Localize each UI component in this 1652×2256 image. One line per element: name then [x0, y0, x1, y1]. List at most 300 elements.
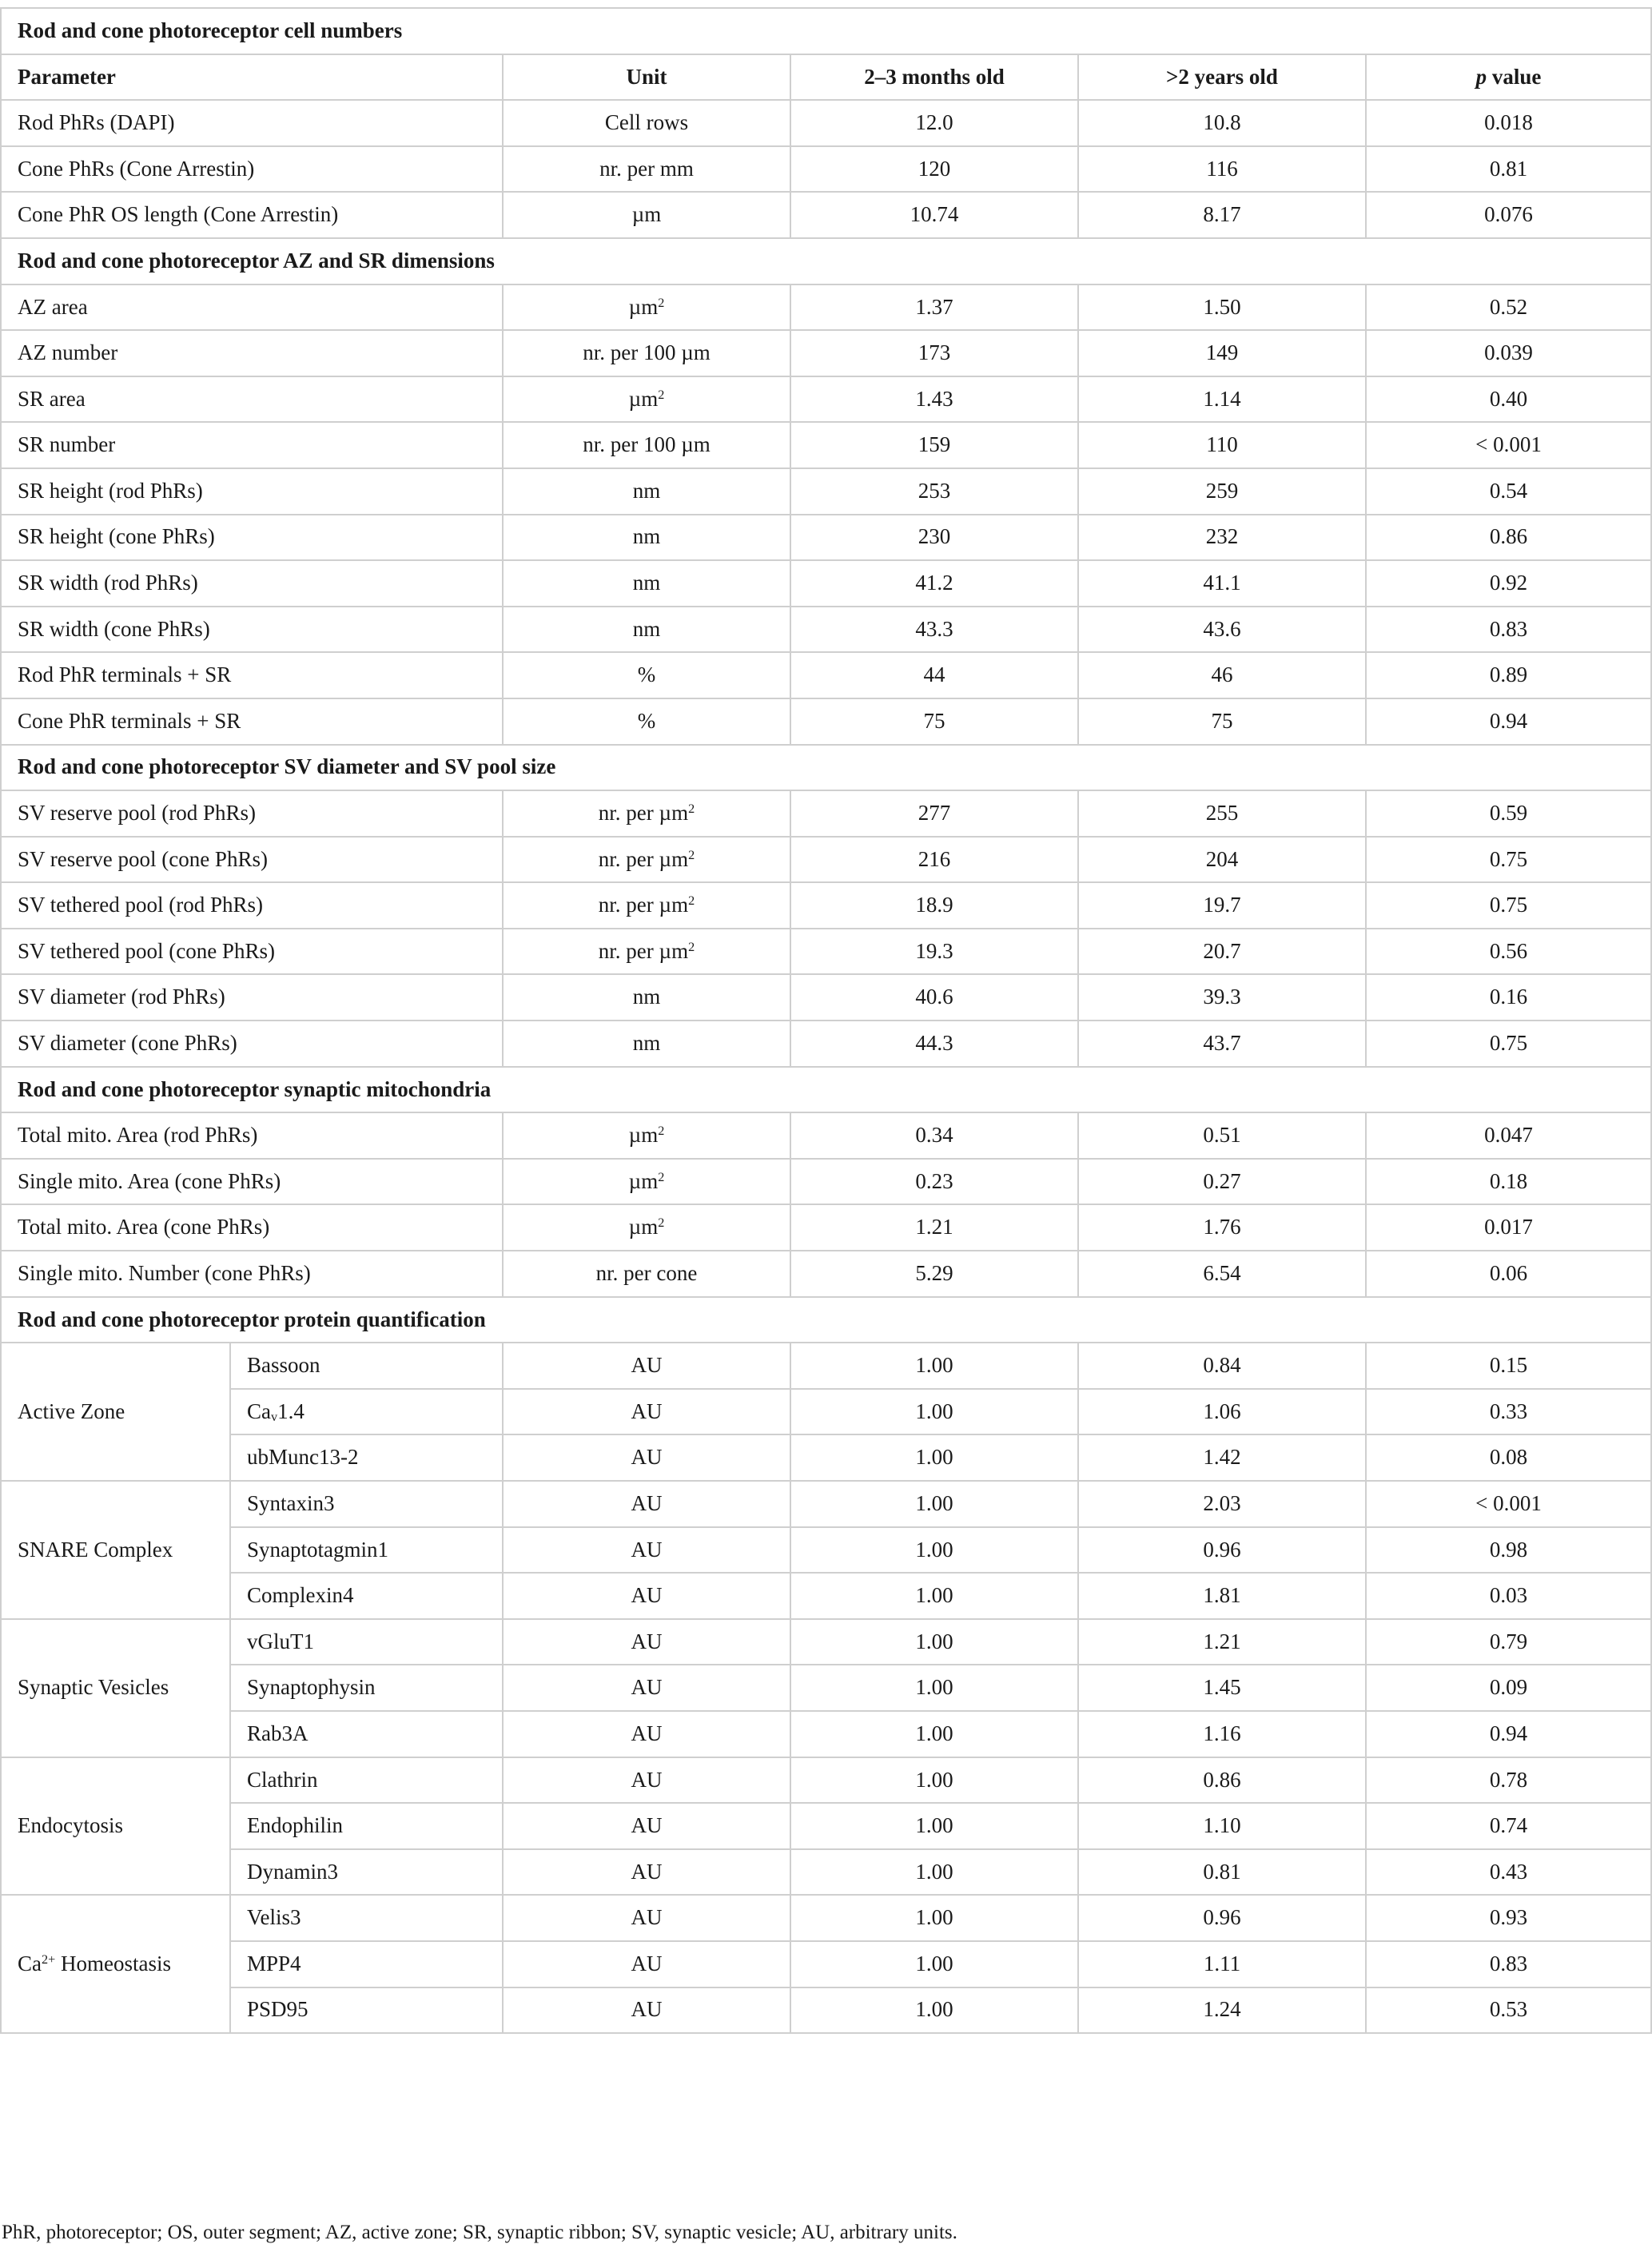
- group-label-cell: [1, 1619, 230, 1757]
- old-value-cell: 1.24: [1078, 1987, 1366, 2034]
- unit-text: nr. per µm: [598, 938, 689, 963]
- young-value-cell: 1.00: [790, 1757, 1078, 1804]
- unit-cell: [503, 1159, 790, 1205]
- unit-cell: AU: [503, 1987, 790, 2034]
- table-row: [1, 1481, 1651, 1527]
- p-value-cell: 0.047: [1366, 1112, 1651, 1159]
- p-value-cell: 0.59: [1366, 790, 1651, 837]
- young-value-cell: 1.00: [790, 1343, 1078, 1389]
- p-value-cell: 0.53: [1366, 1987, 1651, 2034]
- p-value-cell: 0.54: [1366, 468, 1651, 515]
- unit-cell: AU: [503, 1343, 790, 1389]
- protein-cell: [230, 1573, 503, 1619]
- young-value-cell: 230: [790, 515, 1078, 561]
- young-value-cell: 0.23: [790, 1159, 1078, 1205]
- young-value-cell: 19.3: [790, 929, 1078, 975]
- young-value-cell: 1.43: [790, 376, 1078, 423]
- unit-cell: AU: [503, 1895, 790, 1941]
- p-italic: p: [1475, 64, 1487, 89]
- unit-cell: AU: [503, 1803, 790, 1849]
- old-value-cell: 0.86: [1078, 1757, 1366, 1804]
- young-value-cell: 43.3: [790, 607, 1078, 653]
- old-value-cell: 43.7: [1078, 1021, 1366, 1067]
- group-name: SNARE Complex: [18, 1537, 173, 1562]
- table-row: [1, 192, 1651, 238]
- protein-name: Syntaxin3: [247, 1490, 335, 1515]
- col-header-unit: Unit: [503, 54, 790, 101]
- old-value-cell: 149: [1078, 330, 1366, 376]
- unit-cell: AU: [503, 1481, 790, 1527]
- unit-cell: AU: [503, 1619, 790, 1665]
- table-row: [1, 1803, 1651, 1849]
- old-value-cell: 41.1: [1078, 560, 1366, 607]
- unit-cell: AU: [503, 1389, 790, 1435]
- p-value-cell: 0.15: [1366, 1343, 1651, 1389]
- unit-cell: [503, 1251, 790, 1297]
- p-value-cell: 0.16: [1366, 974, 1651, 1021]
- group-name: Synaptic Vesicles: [18, 1675, 169, 1700]
- table-row: [1, 1941, 1651, 1987]
- p-value-cell: 0.74: [1366, 1803, 1651, 1849]
- protein-name: Clathrin: [247, 1767, 318, 1792]
- young-value-cell: 159: [790, 422, 1078, 468]
- section-header-row: [1, 8, 1651, 54]
- young-value-cell: 18.9: [790, 882, 1078, 929]
- young-value-cell: 1.00: [790, 1987, 1078, 2034]
- table-row: [1, 1573, 1651, 1619]
- table-row: [1, 1757, 1651, 1804]
- unit-cell: [503, 515, 790, 561]
- unit-superscript: 2: [688, 939, 695, 954]
- unit-text: nm: [632, 1031, 661, 1056]
- p-value-cell: 0.78: [1366, 1757, 1651, 1804]
- group-name-rest: Homeostasis: [55, 1951, 171, 1975]
- p-value-cell: 0.75: [1366, 1021, 1651, 1067]
- old-value-cell: 1.42: [1078, 1434, 1366, 1481]
- table-row: [1, 1434, 1651, 1481]
- table-row: [1, 974, 1651, 1021]
- unit-cell: [503, 974, 790, 1021]
- young-value-cell: 1.00: [790, 1665, 1078, 1711]
- young-value-cell: 40.6: [790, 974, 1078, 1021]
- table-row: [1, 698, 1651, 745]
- unit-text: %: [637, 662, 656, 687]
- protein-cell: [230, 1941, 503, 1987]
- unit-superscript: 2: [658, 1216, 665, 1231]
- p-value-cell: 0.06: [1366, 1251, 1651, 1297]
- old-value-cell: 255: [1078, 790, 1366, 837]
- table-row: [1, 1527, 1651, 1574]
- p-value-cell: 0.94: [1366, 1711, 1651, 1757]
- table-row: [1, 560, 1651, 607]
- protein-cell: [230, 1389, 503, 1435]
- unit-cell: AU: [503, 1849, 790, 1896]
- parameter-cell: Cone PhR OS length (Cone Arrestin): [1, 192, 503, 238]
- table-row: [1, 146, 1651, 193]
- old-value-cell: 0.27: [1078, 1159, 1366, 1205]
- p-value-cell: < 0.001: [1366, 422, 1651, 468]
- unit-text: nr. per 100 µm: [583, 432, 711, 457]
- old-value-cell: 1.81: [1078, 1573, 1366, 1619]
- column-header-row: [1, 54, 1651, 101]
- unit-text: µm: [628, 294, 659, 319]
- unit-superscript: 2: [658, 295, 665, 310]
- protein-name: Ca: [247, 1399, 271, 1423]
- unit-text: nm: [632, 478, 661, 503]
- unit-cell: [503, 468, 790, 515]
- p-value-cell: 0.017: [1366, 1204, 1651, 1251]
- table-row: [1, 1112, 1651, 1159]
- group-label-cell: [1, 1343, 230, 1481]
- protein-cell: [230, 1803, 503, 1849]
- p-value-cell: 0.81: [1366, 146, 1651, 193]
- young-value-cell: 1.00: [790, 1434, 1078, 1481]
- young-value-cell: 5.29: [790, 1251, 1078, 1297]
- unit-cell: AU: [503, 1757, 790, 1804]
- p-value-cell: 0.94: [1366, 698, 1651, 745]
- young-value-cell: 1.00: [790, 1481, 1078, 1527]
- unit-cell: AU: [503, 1434, 790, 1481]
- protein-cell: [230, 1665, 503, 1711]
- unit-cell: [503, 1021, 790, 1067]
- old-value-cell: 1.45: [1078, 1665, 1366, 1711]
- protein-cell: [230, 1434, 503, 1481]
- col-header-p-value: [1366, 54, 1651, 101]
- protein-name: ubMunc13-2: [247, 1445, 359, 1470]
- parameter-cell: Total mito. Area (rod PhRs): [1, 1112, 503, 1159]
- protein-subscript: v: [271, 1410, 278, 1424]
- old-value-cell: 2.03: [1078, 1481, 1366, 1527]
- unit-text: nr. per mm: [599, 156, 694, 181]
- table-body: [1, 8, 1651, 2033]
- old-value-cell: 0.84: [1078, 1343, 1366, 1389]
- unit-text: nr. per µm: [598, 893, 689, 917]
- table-row: [1, 790, 1651, 837]
- parameter-cell: Single mito. Area (cone PhRs): [1, 1159, 503, 1205]
- old-value-cell: 43.6: [1078, 607, 1366, 653]
- old-value-cell: 46: [1078, 652, 1366, 698]
- unit-cell: [503, 837, 790, 883]
- table-row: [1, 1204, 1651, 1251]
- old-value-cell: 116: [1078, 146, 1366, 193]
- table-row: [1, 652, 1651, 698]
- p-value-cell: < 0.001: [1366, 1481, 1651, 1527]
- unit-cell: [503, 1112, 790, 1159]
- protein-cell: [230, 1757, 503, 1804]
- young-value-cell: 1.00: [790, 1711, 1078, 1757]
- group-name-superscript: 2+: [42, 1952, 56, 1967]
- young-value-cell: 253: [790, 468, 1078, 515]
- young-value-cell: 277: [790, 790, 1078, 837]
- table-row: [1, 330, 1651, 376]
- old-value-cell: 259: [1078, 468, 1366, 515]
- table-row: [1, 1987, 1651, 2034]
- unit-cell: AU: [503, 1711, 790, 1757]
- unit-text: µm: [628, 1123, 659, 1148]
- p-value-cell: 0.03: [1366, 1573, 1651, 1619]
- young-value-cell: 44: [790, 652, 1078, 698]
- protein-name: Synaptotagmin1: [247, 1537, 388, 1562]
- table-footnote: PhR, photoreceptor; OS, outer segment; AZ, active zone; SR, synaptic ribbon; SV, synaptic vesicle; AU, arbitrary units.: [2, 2222, 957, 2243]
- unit-text: nm: [632, 571, 661, 595]
- unit-text: µm: [631, 202, 662, 227]
- section-header-row: [1, 1297, 1651, 1343]
- parameter-cell: SV diameter (cone PhRs): [1, 1021, 503, 1067]
- protein-name: Rab3A: [247, 1721, 309, 1745]
- p-value-cell: 0.83: [1366, 1941, 1651, 1987]
- table-row: [1, 837, 1651, 883]
- group-name: Endocytosis: [18, 1813, 123, 1838]
- p-value-cell: 0.039: [1366, 330, 1651, 376]
- protein-cell: [230, 1895, 503, 1941]
- unit-cell: [503, 652, 790, 698]
- unit-cell: [503, 882, 790, 929]
- protein-name-rest: 1.4: [277, 1399, 305, 1423]
- young-value-cell: 1.00: [790, 1941, 1078, 1987]
- unit-text: nm: [632, 616, 661, 641]
- old-value-cell: 0.96: [1078, 1895, 1366, 1941]
- table-row: [1, 1021, 1651, 1067]
- young-value-cell: 41.2: [790, 560, 1078, 607]
- protein-name: Synaptophysin: [247, 1675, 376, 1700]
- table-row: [1, 882, 1651, 929]
- p-value-cell: 0.018: [1366, 100, 1651, 146]
- unit-cell: [503, 698, 790, 745]
- table-row: [1, 100, 1651, 146]
- young-value-cell: 1.00: [790, 1573, 1078, 1619]
- parameter-cell: Cone PhR terminals + SR: [1, 698, 503, 745]
- p-value-cell: 0.56: [1366, 929, 1651, 975]
- unit-text: µm: [628, 1168, 659, 1193]
- old-value-cell: 0.81: [1078, 1849, 1366, 1896]
- col-header-parameter: Parameter: [1, 54, 503, 101]
- table-row: [1, 1849, 1651, 1896]
- unit-text: µm: [628, 1215, 659, 1239]
- parameter-cell: SV tethered pool (cone PhRs): [1, 929, 503, 975]
- section-title: Rod and cone photoreceptor AZ and SR dimensions: [1, 238, 1651, 284]
- unit-text: nm: [632, 524, 661, 549]
- p-value-cell: 0.79: [1366, 1619, 1651, 1665]
- table-row: [1, 1619, 1651, 1665]
- table-row: [1, 468, 1651, 515]
- protein-name: Dynamin3: [247, 1859, 338, 1884]
- young-value-cell: 120: [790, 146, 1078, 193]
- old-value-cell: 10.8: [1078, 100, 1366, 146]
- p-value-cell: 0.52: [1366, 284, 1651, 331]
- unit-superscript: 2: [688, 802, 695, 817]
- parameter-cell: SV tethered pool (rod PhRs): [1, 882, 503, 929]
- young-value-cell: 1.00: [790, 1849, 1078, 1896]
- parameter-cell: Rod PhRs (DAPI): [1, 100, 503, 146]
- parameter-cell: SR height (cone PhRs): [1, 515, 503, 561]
- p-value-cell: 0.09: [1366, 1665, 1651, 1711]
- table-row: [1, 422, 1651, 468]
- table-row: [1, 284, 1651, 331]
- table-row: [1, 1159, 1651, 1205]
- parameter-cell: AZ number: [1, 330, 503, 376]
- young-value-cell: 75: [790, 698, 1078, 745]
- group-name: Active Zone: [18, 1399, 125, 1423]
- unit-cell: AU: [503, 1527, 790, 1574]
- young-value-cell: 1.21: [790, 1204, 1078, 1251]
- young-value-cell: 1.00: [790, 1619, 1078, 1665]
- group-label-cell: [1, 1895, 230, 2033]
- protein-name: vGluT1: [247, 1629, 314, 1653]
- parameter-cell: Cone PhRs (Cone Arrestin): [1, 146, 503, 193]
- table-row: [1, 515, 1651, 561]
- old-value-cell: 1.21: [1078, 1619, 1366, 1665]
- section-title: Rod and cone photoreceptor protein quantification: [1, 1297, 1651, 1343]
- unit-cell: [503, 1204, 790, 1251]
- parameter-cell: AZ area: [1, 284, 503, 331]
- p-value-cell: 0.98: [1366, 1527, 1651, 1574]
- old-value-cell: 75: [1078, 698, 1366, 745]
- unit-text: µm: [628, 386, 659, 411]
- p-value-cell: 0.86: [1366, 515, 1651, 561]
- section-header-row: [1, 1067, 1651, 1113]
- section-title: Rod and cone photoreceptor cell numbers: [1, 8, 1651, 54]
- group-name: Ca: [18, 1951, 42, 1975]
- old-value-cell: 0.51: [1078, 1112, 1366, 1159]
- unit-cell: AU: [503, 1573, 790, 1619]
- old-value-cell: 1.16: [1078, 1711, 1366, 1757]
- table-row: [1, 1251, 1651, 1297]
- parameter-cell: SR width (cone PhRs): [1, 607, 503, 653]
- old-value-cell: 20.7: [1078, 929, 1366, 975]
- unit-text: %: [637, 708, 656, 733]
- old-value-cell: 6.54: [1078, 1251, 1366, 1297]
- p-value-cell: 0.92: [1366, 560, 1651, 607]
- young-value-cell: 44.3: [790, 1021, 1078, 1067]
- section-title: Rod and cone photoreceptor synaptic mitochondria: [1, 1067, 1651, 1113]
- old-value-cell: 1.06: [1078, 1389, 1366, 1435]
- parameter-cell: Single mito. Number (cone PhRs): [1, 1251, 503, 1297]
- young-value-cell: 12.0: [790, 100, 1078, 146]
- unit-cell: [503, 929, 790, 975]
- unit-cell: AU: [503, 1665, 790, 1711]
- parameter-cell: SR width (rod PhRs): [1, 560, 503, 607]
- col-header-young: 2–3 months old: [790, 54, 1078, 101]
- unit-superscript: 2: [688, 847, 695, 862]
- col-header-old: >2 years old: [1078, 54, 1366, 101]
- old-value-cell: 19.7: [1078, 882, 1366, 929]
- protein-name: MPP4: [247, 1951, 301, 1975]
- young-value-cell: 1.00: [790, 1527, 1078, 1574]
- p-value-cell: 0.83: [1366, 607, 1651, 653]
- unit-text: nr. per µm: [598, 846, 689, 871]
- parameter-cell: Total mito. Area (cone PhRs): [1, 1204, 503, 1251]
- parameter-cell: SV diameter (rod PhRs): [1, 974, 503, 1021]
- unit-cell: [503, 790, 790, 837]
- protein-cell: [230, 1343, 503, 1389]
- young-value-cell: 216: [790, 837, 1078, 883]
- parameter-cell: SR height (rod PhRs): [1, 468, 503, 515]
- old-value-cell: 232: [1078, 515, 1366, 561]
- old-value-cell: 204: [1078, 837, 1366, 883]
- p-value-cell: 0.43: [1366, 1849, 1651, 1896]
- unit-text: Cell rows: [604, 110, 689, 135]
- section-title: Rod and cone photoreceptor SV diameter and SV pool size: [1, 745, 1651, 791]
- young-value-cell: 1.37: [790, 284, 1078, 331]
- old-value-cell: 1.11: [1078, 1941, 1366, 1987]
- old-value-cell: 1.50: [1078, 284, 1366, 331]
- p-value-label: value: [1487, 64, 1542, 89]
- old-value-cell: 1.14: [1078, 376, 1366, 423]
- unit-superscript: 2: [658, 1124, 665, 1139]
- unit-superscript: 2: [658, 1169, 665, 1184]
- protein-name: Complexin4: [247, 1583, 354, 1608]
- unit-superscript: 2: [658, 387, 665, 402]
- protein-cell: [230, 1481, 503, 1527]
- group-label-cell: [1, 1757, 230, 1896]
- unit-text: nr. per 100 µm: [583, 340, 711, 365]
- p-value-cell: 0.33: [1366, 1389, 1651, 1435]
- old-value-cell: 1.76: [1078, 1204, 1366, 1251]
- unit-cell: AU: [503, 1941, 790, 1987]
- unit-text: nr. per cone: [595, 1260, 698, 1285]
- p-value-cell: 0.076: [1366, 192, 1651, 238]
- unit-text: nr. per µm: [598, 801, 689, 826]
- section-header-row: [1, 238, 1651, 284]
- table-row: [1, 376, 1651, 423]
- young-value-cell: 1.00: [790, 1895, 1078, 1941]
- parameter-cell: SR number: [1, 422, 503, 468]
- protein-cell: [230, 1619, 503, 1665]
- protein-cell: [230, 1711, 503, 1757]
- unit-cell: [503, 192, 790, 238]
- protein-name: Endophilin: [247, 1813, 343, 1838]
- data-table: [0, 7, 1652, 2034]
- old-value-cell: 39.3: [1078, 974, 1366, 1021]
- table-row: [1, 1343, 1651, 1389]
- young-value-cell: 0.34: [790, 1112, 1078, 1159]
- protein-cell: [230, 1849, 503, 1896]
- old-value-cell: 0.96: [1078, 1527, 1366, 1574]
- table-row: [1, 1389, 1651, 1435]
- young-value-cell: 173: [790, 330, 1078, 376]
- p-value-cell: 0.40: [1366, 376, 1651, 423]
- unit-cell: [503, 422, 790, 468]
- protein-name: Bassoon: [247, 1353, 320, 1378]
- unit-superscript: 2: [688, 893, 695, 909]
- protein-name: Velis3: [247, 1905, 301, 1930]
- old-value-cell: 8.17: [1078, 192, 1366, 238]
- table-row: [1, 1895, 1651, 1941]
- p-value-cell: 0.75: [1366, 837, 1651, 883]
- p-value-cell: 0.75: [1366, 882, 1651, 929]
- table-row: [1, 607, 1651, 653]
- p-value-cell: 0.08: [1366, 1434, 1651, 1481]
- protein-name: PSD95: [247, 1997, 309, 2022]
- unit-cell: [503, 146, 790, 193]
- protein-cell: [230, 1527, 503, 1574]
- unit-cell: [503, 100, 790, 146]
- young-value-cell: 1.00: [790, 1389, 1078, 1435]
- p-value-cell: 0.18: [1366, 1159, 1651, 1205]
- unit-cell: [503, 607, 790, 653]
- unit-cell: [503, 330, 790, 376]
- unit-cell: [503, 284, 790, 331]
- p-value-cell: 0.89: [1366, 652, 1651, 698]
- parameter-cell: SR area: [1, 376, 503, 423]
- young-value-cell: 1.00: [790, 1803, 1078, 1849]
- unit-cell: [503, 376, 790, 423]
- unit-text: nm: [632, 985, 661, 1009]
- protein-cell: [230, 1987, 503, 2034]
- p-value-cell: 0.93: [1366, 1895, 1651, 1941]
- parameter-cell: SV reserve pool (cone PhRs): [1, 837, 503, 883]
- section-header-row: [1, 745, 1651, 791]
